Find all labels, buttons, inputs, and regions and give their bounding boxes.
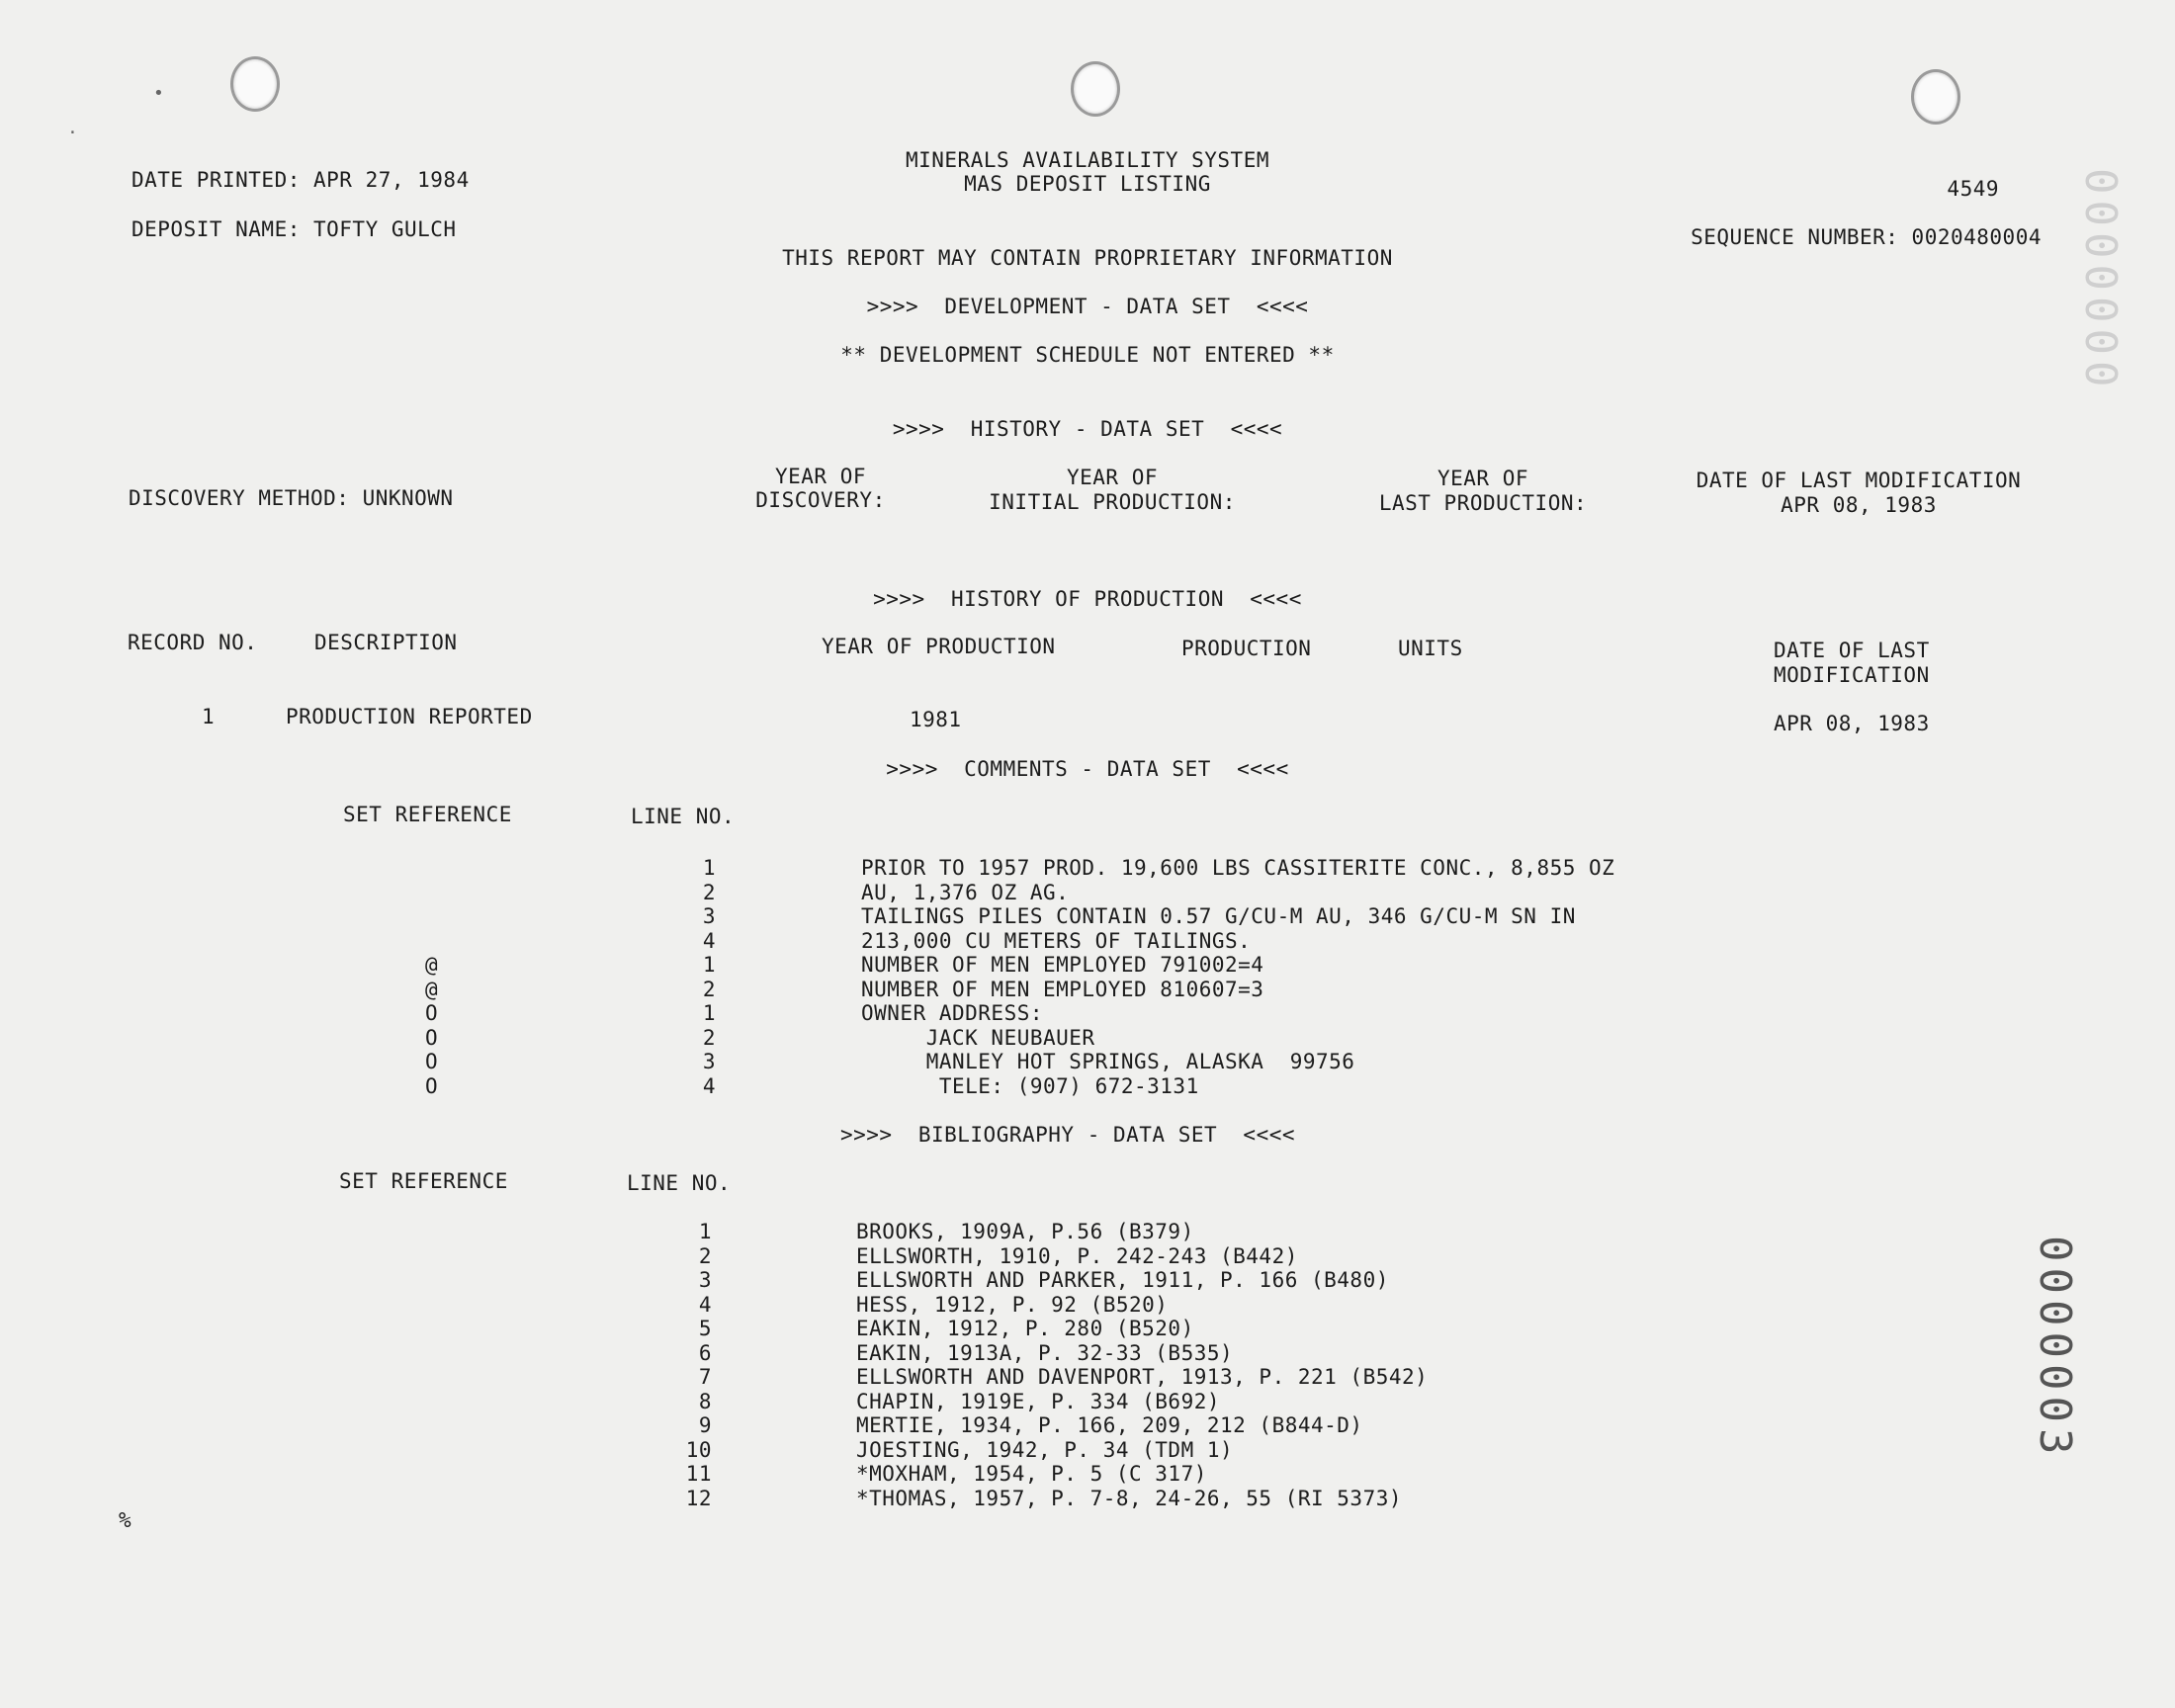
bibliography-col-set-reference: SET REFERENCE <box>339 1169 508 1193</box>
bibliography-entry: ELLSWORTH, 1910, P. 242-243 (B442) <box>856 1243 1298 1268</box>
year-initial-label-1: YEAR OF <box>1066 466 1158 489</box>
comment-text: NUMBER OF MEN EMPLOYED 791002=4 <box>861 953 1264 977</box>
bibliography-entry: ELLSWORTH AND DAVENPORT, 1913, P. 221 (B542) <box>856 1365 1429 1389</box>
col-record-no: RECORD NO. <box>128 631 258 654</box>
comment-set-reference: @ <box>425 953 439 977</box>
system-title: MINERALS AVAILABILITY SYSTEM <box>905 148 1269 172</box>
bibliography-line-no: 9 <box>698 1413 712 1437</box>
production-heading: >>>> HISTORY OF PRODUCTION <<<< <box>873 587 1302 611</box>
comment-text: PRIOR TO 1957 PROD. 19,600 LBS CASSITERITE CONC., 8,855 OZ <box>861 856 1615 880</box>
comment-line-no: 3 <box>702 904 716 928</box>
comment-set-reference: O <box>425 1025 439 1050</box>
year-initial-label-2: INITIAL PRODUCTION: <box>989 490 1236 514</box>
bibliography-heading: >>>> BIBLIOGRAPHY - DATA SET <<<< <box>839 1123 1295 1147</box>
production-year: 1981 <box>910 708 962 731</box>
bibliography-line-no: 12 <box>685 1486 712 1510</box>
comment-text: AU, 1,376 OZ AG. <box>861 880 1070 904</box>
history-last-mod-value: APR 08, 1983 <box>1781 493 1937 517</box>
year-last-label-2: LAST PRODUCTION: <box>1378 491 1588 515</box>
col-last-mod-2: MODIFICATION <box>1774 663 1930 687</box>
comment-set-reference: O <box>425 1050 439 1073</box>
bibliography-line-no: 7 <box>698 1365 712 1389</box>
binder-hole-center <box>1071 61 1120 117</box>
comment-text: OWNER ADDRESS: <box>861 1001 1044 1025</box>
page-number: 4549 <box>1947 177 1999 201</box>
bibliography-entry: *MOXHAM, 1954, P. 5 (C 317) <box>856 1462 1207 1486</box>
side-stamp-faint: 0000000 <box>2075 168 2126 393</box>
history-last-mod-label: DATE OF LAST MODIFICATION <box>1696 469 2022 492</box>
proprietary-notice: THIS REPORT MAY CONTAIN PROPRIETARY INFORMATION <box>782 246 1393 270</box>
comment-line-no: 2 <box>702 977 716 1001</box>
bibliography-line-no: 2 <box>698 1243 712 1268</box>
binder-hole-right <box>1911 69 1960 125</box>
bibliography-entry: JOESTING, 1942, P. 34 (TDM 1) <box>856 1437 1234 1462</box>
date-printed: DATE PRINTED: APR 27, 1984 <box>131 168 470 192</box>
bibliography-entry: CHAPIN, 1919E, P. 334 (B692) <box>856 1389 1221 1413</box>
comment-text: TELE: (907) 672-3131 <box>861 1073 1199 1098</box>
col-last-mod-1: DATE OF LAST <box>1774 639 1930 662</box>
discovery-method: DISCOVERY METHOD: UNKNOWN <box>129 486 454 510</box>
bibliography-line-no: 8 <box>698 1389 712 1413</box>
comments-heading: >>>> COMMENTS - DATA SET <<<< <box>886 757 1289 781</box>
comment-text: MANLEY HOT SPRINGS, ALASKA 99756 <box>861 1050 1355 1073</box>
col-production: PRODUCTION <box>1181 637 1312 660</box>
comment-line-no: 3 <box>702 1050 716 1073</box>
development-heading: >>>> DEVELOPMENT - DATA SET <<<< <box>866 295 1309 318</box>
history-heading: >>>> HISTORY - DATA SET <<<< <box>892 417 1283 441</box>
year-discovery-label-2: DISCOVERY: <box>755 488 886 512</box>
development-note: ** DEVELOPMENT SCHEDULE NOT ENTERED ** <box>840 343 1335 367</box>
production-last-mod: APR 08, 1983 <box>1774 712 1930 735</box>
comment-set-reference: O <box>425 1001 439 1025</box>
paper-speck: • <box>153 83 165 104</box>
bibliography-line-no: 1 <box>698 1220 712 1243</box>
bibliography-entry: *THOMAS, 1957, P. 7-8, 24-26, 55 (RI 5373) <box>856 1486 1403 1510</box>
comment-text: 213,000 CU METERS OF TAILINGS. <box>861 928 1252 953</box>
bibliography-entry: BROOKS, 1909A, P.56 (B379) <box>856 1220 1194 1243</box>
year-discovery-label-1: YEAR OF <box>774 465 866 488</box>
production-record-no: 1 <box>202 705 216 728</box>
bibliography-entry: HESS, 1912, P. 92 (B520) <box>856 1292 1169 1317</box>
comment-set-reference: @ <box>425 977 439 1001</box>
bibliography-entry: EAKIN, 1912, P. 280 (B520) <box>856 1317 1194 1340</box>
comments-col-set-reference: SET REFERENCE <box>343 803 512 826</box>
col-units: UNITS <box>1398 637 1463 660</box>
bibliography-line-no: 11 <box>685 1462 712 1486</box>
comment-line-no: 1 <box>702 1001 716 1025</box>
comment-line-no: 2 <box>702 880 716 904</box>
comment-text: NUMBER OF MEN EMPLOYED 810607=3 <box>861 977 1264 1001</box>
comment-line-no: 4 <box>702 928 716 953</box>
comment-set-reference: O <box>425 1073 439 1098</box>
bibliography-line-no: 5 <box>698 1317 712 1340</box>
paper-speck: · <box>67 123 79 143</box>
production-description: PRODUCTION REPORTED <box>286 705 533 728</box>
bibliography-line-no: 10 <box>685 1437 712 1462</box>
comments-col-line-no: LINE NO. <box>631 805 736 828</box>
listing-title: MAS DEPOSIT LISTING <box>964 172 1211 196</box>
comment-line-no: 4 <box>702 1073 716 1098</box>
comment-text: TAILINGS PILES CONTAIN 0.57 G/CU-M AU, 346 G/CU-M SN IN <box>861 904 1576 928</box>
bibliography-entry: ELLSWORTH AND PARKER, 1911, P. 166 (B480) <box>856 1268 1389 1292</box>
comment-line-no: 1 <box>702 856 716 880</box>
col-year-of-production: YEAR OF PRODUCTION <box>822 635 1056 658</box>
binder-hole-left <box>230 56 280 112</box>
bibliography-line-no: 6 <box>698 1340 712 1365</box>
bibliography-entry: MERTIE, 1934, P. 166, 209, 212 (B844-D) <box>856 1413 1363 1437</box>
year-last-label-1: YEAR OF <box>1436 467 1528 490</box>
side-stamp: 0000003 <box>2030 1236 2080 1461</box>
col-description: DESCRIPTION <box>314 631 458 654</box>
bibliography-line-no: 3 <box>698 1268 712 1292</box>
bibliography-entry: EAKIN, 1913A, P. 32-33 (B535) <box>856 1340 1234 1365</box>
footer-percent-mark: % <box>119 1508 132 1532</box>
bibliography-line-no: 4 <box>698 1292 712 1317</box>
bibliography-col-line-no: LINE NO. <box>627 1171 732 1195</box>
comment-line-no: 1 <box>702 953 716 977</box>
deposit-name: DEPOSIT NAME: TOFTY GULCH <box>131 217 457 241</box>
comment-line-no: 2 <box>702 1025 716 1050</box>
sequence-number: SEQUENCE NUMBER: 0020480004 <box>1691 225 2042 249</box>
comment-text: JACK NEUBAUER <box>861 1025 1095 1050</box>
